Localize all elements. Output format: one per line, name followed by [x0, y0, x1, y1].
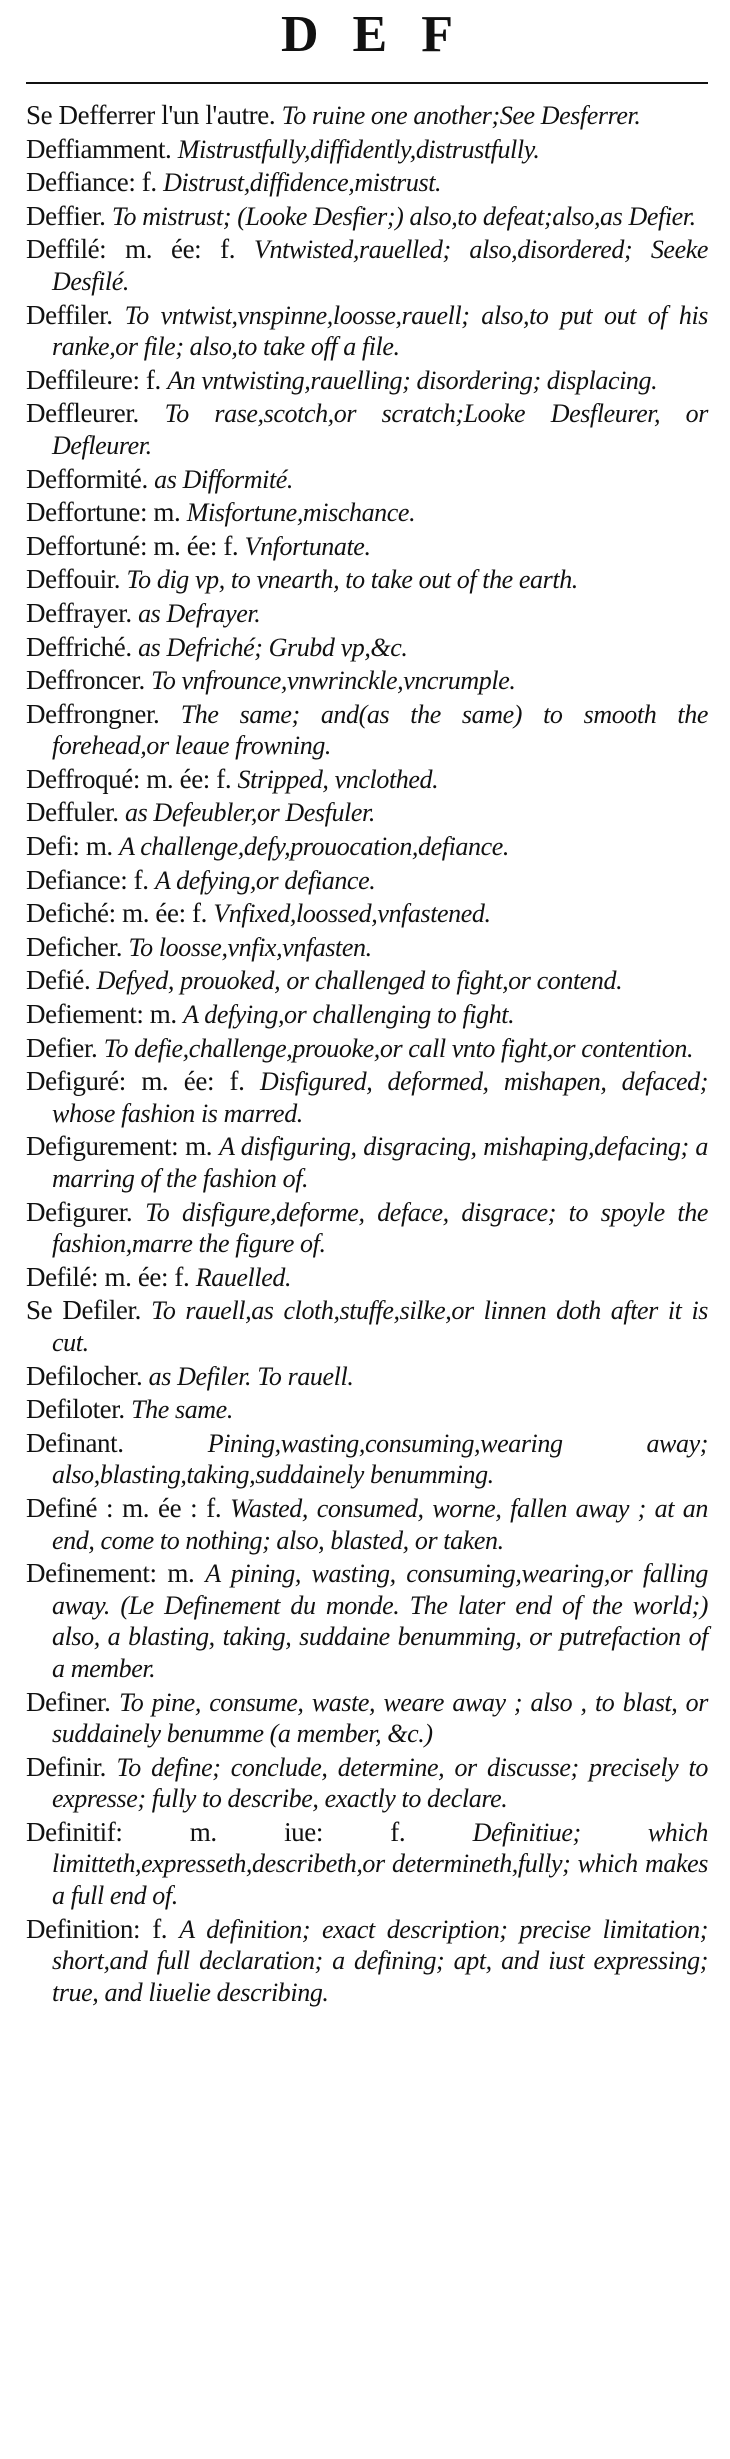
dictionary-entry: [26, 497, 708, 529]
entry-headword: Defi: m.: [26, 831, 113, 862]
dictionary-entry: [26, 201, 708, 233]
entry-headword: Deffleurer.: [26, 398, 139, 429]
entry-gloss: To disfigure,deforme, deface, disgrace; to spoyle the fashion,marre the figure of.: [52, 1197, 708, 1259]
dictionary-entry: [26, 632, 708, 664]
dictionary-entry: [26, 365, 708, 397]
entry-gloss: To defie,challenge,prouoke,or call vnto fight,or contention.: [103, 1033, 694, 1063]
entry-gloss: Rauelled.: [195, 1262, 292, 1292]
dictionary-entry: [26, 1752, 708, 1815]
entry-headword: Defigurer.: [26, 1196, 133, 1227]
dictionary-entry: [26, 699, 708, 762]
entry-gloss: To define; conclude, determine, or discusse; precisely to expresse; fully to describe, exactly to declare.: [52, 1752, 708, 1814]
dictionary-entry: [26, 1131, 708, 1194]
dictionary-entry: [26, 1493, 708, 1556]
entry-gloss: Mistrustfully,diffidently,distrustfully.: [177, 134, 540, 164]
entry-gloss: Stripped, vnclothed.: [237, 764, 439, 794]
entry-headword: Definement: m.: [26, 1558, 195, 1589]
dictionary-entry: [26, 1687, 708, 1750]
entry-gloss: An vntwisting,rauelling; disordering; displacing.: [167, 365, 658, 395]
entry-headword: Definé : m. ée : f.: [26, 1492, 222, 1523]
entry-headword: Definition: f.: [26, 1913, 168, 1944]
entry-gloss: The same; and(as the same) to smooth the forehead,or leaue frowning.: [52, 699, 708, 761]
entry-gloss: A challenge,defy,prouocation,defiance.: [119, 832, 509, 862]
entry-gloss: as Defeubler,or Desfuler.: [124, 798, 375, 828]
dictionary-entry: [26, 398, 708, 461]
entry-headword: Deffiance: f.: [26, 167, 157, 198]
dictionary-entry: [26, 865, 708, 897]
entry-headword: Defié.: [26, 965, 91, 996]
entry-headword: Defiloter.: [26, 1394, 125, 1425]
dictionary-entry: [26, 1817, 708, 1912]
entry-headword: Deffiler.: [26, 299, 113, 330]
entry-headword: Deffortuné: m. ée: f.: [26, 530, 239, 561]
entry-headword: Defigurement: m.: [26, 1131, 213, 1162]
running-head: DEF: [281, 6, 487, 63]
entry-headword: Defilé: m. ée: f.: [26, 1261, 190, 1292]
entry-gloss: as Defiler. To rauell.: [148, 1361, 354, 1391]
entry-gloss: as Difformité.: [154, 464, 294, 494]
entry-headword: Defilocher.: [26, 1360, 143, 1391]
dictionary-entry: [26, 464, 708, 496]
dictionary-entry: [26, 1295, 708, 1358]
entry-gloss: A defying,or defiance.: [154, 865, 376, 895]
entry-headword: Deffriché.: [26, 631, 132, 662]
entry-gloss: Vntwisted,rauelled; also,disordered; Seeke Desfilé.: [52, 235, 708, 296]
entry-gloss: To vntwist,vnspinne,loosse,rauell; also,to put out of his ranke,or file; also,to take off a file.: [52, 300, 708, 362]
entry-headword: Deffouir.: [26, 564, 121, 595]
entry-gloss: To vnfrounce,vnwrinckle,vncrumple.: [151, 666, 516, 696]
entry-headword: Definitif: m. iue: f.: [26, 1816, 406, 1847]
entry-headword: Deffilé: m. ée: f.: [26, 234, 236, 265]
dictionary-entry: [26, 1033, 708, 1065]
entry-gloss: Defyed, prouoked, or challenged to fight,or contend.: [96, 966, 623, 996]
entry-gloss: The same.: [131, 1395, 233, 1425]
entry-headword: Definant.: [26, 1427, 124, 1458]
dictionary-entry: [26, 167, 708, 199]
entry-headword: Defier.: [26, 1032, 98, 1063]
dictionary-entry: [26, 665, 708, 697]
dictionary-entry: [26, 100, 708, 132]
entry-gloss: Misfortune,mischance.: [186, 498, 416, 528]
entry-gloss: A disfiguring, disgracing, mishaping,defacing; a marring of the fashion of.: [52, 1132, 708, 1193]
entry-headword: Defiché: m. ée: f.: [26, 898, 207, 929]
entry-gloss: Wasted, consumed, worne, fallen away ; at an end, come to nothing; also, blasted, or taken.: [52, 1493, 708, 1555]
dictionary-entry: [26, 1428, 708, 1491]
entry-gloss: To mistrust; (Looke Desfier;) also,to defeat;also,as Defier.: [111, 201, 696, 231]
entry-headword: Deffileure: f.: [26, 364, 161, 395]
dictionary-entry: [26, 831, 708, 863]
header-rule: [26, 82, 708, 84]
entry-gloss: A defying,or challenging to fight.: [183, 1000, 515, 1030]
entry-gloss: To dig vp, to vnearth, to take out of the earth.: [126, 565, 578, 595]
entry-headword: Deffroqué: m. ée: f.: [26, 763, 232, 794]
entry-gloss: as Defrayer.: [138, 598, 261, 628]
dictionary-entry: [26, 1394, 708, 1426]
dictionary-entry: [26, 797, 708, 829]
entry-gloss: as Defriché; Grubd vp,&c.: [138, 632, 408, 662]
dictionary-entry: [26, 1262, 708, 1294]
entry-gloss: Disfigured, deformed, mishapen, defaced; whose fashion is marred.: [52, 1067, 708, 1128]
dictionary-entry: [26, 764, 708, 796]
dictionary-entry: [26, 1066, 708, 1129]
entry-headword: Se Defiler.: [26, 1295, 141, 1326]
entry-headword: Definir.: [26, 1751, 107, 1782]
entry-list: [26, 100, 708, 2008]
dictionary-entry: [26, 134, 708, 166]
entry-headword: Defiance: f.: [26, 864, 149, 895]
entry-headword: Deffortune: m.: [26, 497, 181, 528]
entry-gloss: Vnfortunate.: [244, 531, 371, 561]
dictionary-entry: [26, 965, 708, 997]
dictionary-entry: [26, 598, 708, 630]
entry-headword: Deffroncer.: [26, 665, 145, 696]
entry-headword: Defiguré: m. ée: f.: [26, 1066, 245, 1097]
entry-headword: Definer.: [26, 1686, 111, 1717]
entry-gloss: To loosse,vnfix,vnfasten.: [128, 932, 372, 962]
entry-headword: Deffiamment.: [26, 133, 172, 164]
entry-gloss: To rase,scotch,or scratch;Looke Desfleurer, or Defleurer.: [52, 399, 708, 460]
dictionary-entry: [26, 1197, 708, 1260]
entry-headword: Deficher.: [26, 931, 123, 962]
entry-headword: Deffier.: [26, 200, 106, 231]
entry-gloss: Vnfixed,loossed,vnfastened.: [213, 899, 491, 929]
entry-headword: Deffrayer.: [26, 597, 132, 628]
entry-headword: Deffrongner.: [26, 698, 160, 729]
dictionary-entry: [26, 999, 708, 1031]
dictionary-entry: [26, 564, 708, 596]
dictionary-entry: [26, 1361, 708, 1393]
dictionary-entry: [26, 898, 708, 930]
dictionary-entry: [26, 1558, 708, 1684]
entry-gloss: A definition; exact description; precise limitation; short,and full declaration; a defining; apt, and iust expressing; true, and liuelie describing.: [52, 1914, 709, 2007]
entry-gloss: Definitiue; which limitteth,expresseth,describeth,or determineth,fully; which makes a full end of.: [52, 1817, 708, 1911]
dictionary-entry: [26, 531, 708, 563]
entry-gloss: To pine, consume, waste, weare away ; also , to blast, or suddainely benumme (a member, &c.): [52, 1687, 708, 1749]
entry-gloss: Pining,wasting,consuming,wearing away; also,blasting,taking,suddainely benumming.: [52, 1428, 708, 1490]
entry-headword: Se Defferrer l'un l'autre.: [26, 100, 276, 130]
entry-headword: Defformité.: [26, 463, 148, 494]
entry-gloss: Distrust,diffidence,mistrust.: [163, 168, 442, 198]
entry-gloss: A pining, wasting, consuming,wearing,or falling away. (Le Definement du monde. The later end of the world;) also, a blasting, taking, suddaine benumming, or putrefaction of a member.: [52, 1559, 708, 1683]
dictionary-entry: [26, 932, 708, 964]
entry-headword: Defiement: m.: [26, 999, 177, 1030]
entry-headword: Deffuler.: [26, 797, 119, 828]
dictionary-entry: [26, 234, 708, 297]
dictionary-entry: [26, 300, 708, 363]
entry-gloss: To rauell,as cloth,stuffe,silke,or linnen doth after it is cut.: [52, 1296, 708, 1357]
dictionary-entry: [26, 1914, 708, 2009]
entry-gloss: To ruine one another;See Desferrer.: [281, 101, 641, 130]
